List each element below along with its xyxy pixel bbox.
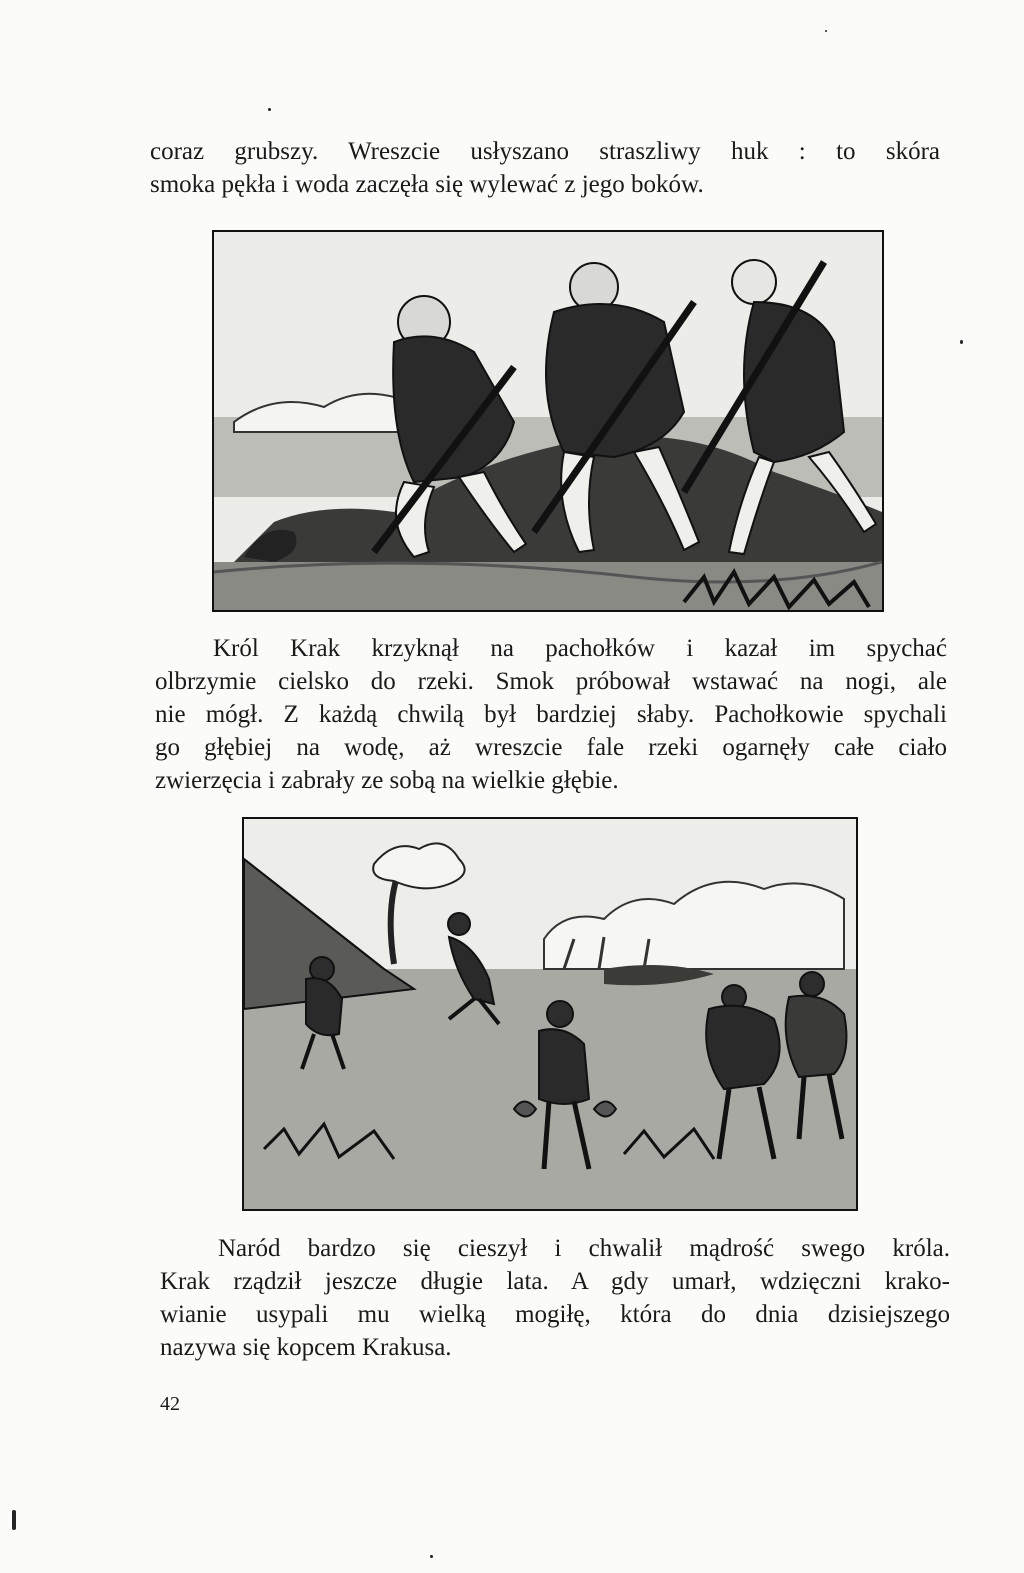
paragraph-line: Naród bardzo się cieszył i chwalił mądrość swego króla.: [218, 1235, 950, 1262]
paragraph-3: [160, 1232, 950, 1364]
illustration-people-building-mound: [242, 817, 858, 1211]
scan-speck: [430, 1555, 433, 1558]
scan-speck: [960, 340, 963, 344]
paragraph-line: Król Krak krzyknął na pachołków i kazał im spychać: [213, 635, 947, 662]
paragraph-line: coraz grubszy. Wreszcie usłyszano straszliwy huk : to skóra: [150, 138, 940, 165]
illustration-drawing: [244, 819, 856, 1209]
scan-speck: [268, 108, 271, 111]
paragraph-line: olbrzymie cielsko do rzeki. Smok próbował wstawać na nogi, ale: [155, 668, 947, 695]
illustration-drawing: [214, 232, 882, 610]
paragraph-line: go głębiej na wodę, aż wreszcie fale rzeki ogarnęły całe ciało: [155, 734, 947, 761]
paragraph-line: smoka pękła i woda zaczęła się wylewać z jego boków.: [150, 171, 704, 198]
scan-speck: [12, 1510, 16, 1530]
paragraph-line: nie mógł. Z każdą chwilą był bardziej słaby. Pachołkowie spychali: [155, 701, 947, 728]
page-number: 42: [160, 1393, 180, 1415]
paragraph-line: zwierzęcia i zabrały ze sobą na wielkie głębie.: [155, 767, 619, 794]
paragraph-2: [155, 632, 947, 797]
paragraph-line: nazywa się kopcem Krakusa.: [160, 1334, 452, 1361]
paragraph-line: Krak rządził jeszcze długie lata. A gdy umarł, wdzięczni krako-: [160, 1268, 950, 1295]
paragraph-line: wianie usypali mu wielką mogiłę, która do dnia dzisiejszego: [160, 1301, 950, 1328]
scan-speck: [825, 30, 827, 32]
paragraph-1: [150, 135, 940, 201]
illustration-servants-pushing-dragon: [212, 230, 884, 612]
